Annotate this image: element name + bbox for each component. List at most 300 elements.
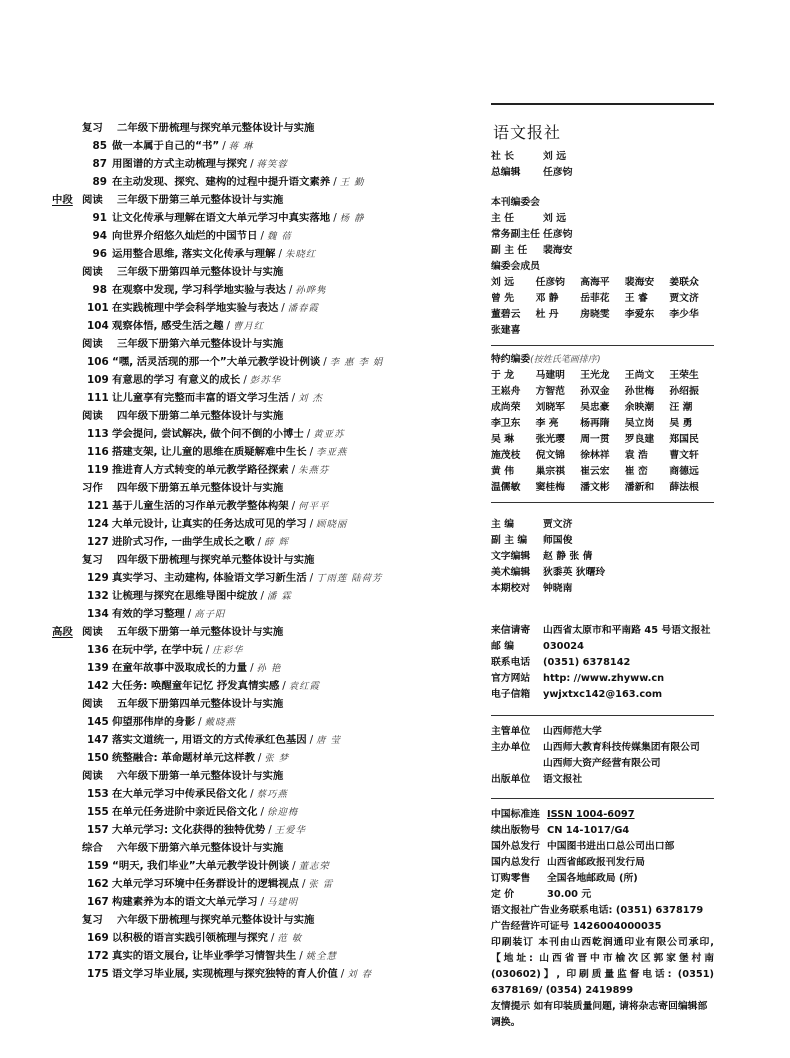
toc-item: [52, 893, 472, 911]
person-name: 邓 静: [535, 293, 559, 304]
page-number: 139: [87, 662, 109, 674]
section-label: 中段: [52, 194, 73, 206]
page-number: 111: [87, 392, 109, 404]
toc-item: [52, 857, 472, 875]
kv-value: 任彦钧: [543, 167, 573, 178]
unit-title: 三年级下册第六单元整体设计与实施: [117, 338, 284, 350]
separator: /: [260, 590, 264, 602]
page-number: 101: [87, 302, 109, 314]
person-name: 杨再隋: [580, 418, 610, 429]
article-author: 刘 杰: [298, 393, 323, 404]
kv-value: 钟晓南: [543, 583, 573, 594]
person-name: 曾 先: [491, 293, 515, 304]
toc-item: [52, 299, 472, 317]
kv-row: [491, 549, 714, 565]
page-number: 87: [92, 158, 107, 170]
article-title: 大单元学习环境中任务群设计的逻辑视点: [112, 878, 300, 890]
special-editors-grid: [491, 368, 714, 496]
page-number: 136: [87, 644, 109, 656]
page-number: 121: [87, 500, 109, 512]
article-title: “嘿, 活灵活现的那一个”大单元教学设计例谈: [112, 356, 321, 368]
kv-key: 电子信箱: [491, 689, 531, 700]
article-title: 在主动发现、探究、建构的过程中提升语文素养: [112, 176, 331, 188]
article-author: 董志荣: [298, 861, 330, 872]
article-title: 进阶式习作, 一曲学生成长之歌: [112, 536, 255, 548]
page-number: 113: [87, 428, 109, 440]
kv-key: 副 主 任: [491, 245, 528, 256]
kv-row: [491, 639, 714, 655]
page-number: 142: [87, 680, 109, 692]
person-name: 杜 丹: [535, 309, 559, 320]
toc-item: [52, 677, 472, 695]
separator: /: [291, 500, 296, 512]
article-author: 袁红霞: [288, 681, 320, 692]
unit-title: 三年级下册第四单元整体设计与实施: [117, 266, 284, 278]
person-name: 温儒敏: [491, 482, 521, 493]
person-name: 潘新和: [624, 482, 655, 493]
page-number: 85: [92, 140, 107, 152]
article-title: 有效的学习整理: [112, 608, 185, 620]
kv-row: [491, 740, 714, 756]
article-author: 何平平: [298, 501, 330, 512]
separator: /: [340, 968, 345, 980]
person-name: 施茂枝: [491, 450, 521, 461]
person-name: 汪 潮: [669, 402, 693, 413]
person-name: 王尚文: [624, 370, 655, 381]
article-title: 大单元设计, 让真实的任务达成可见的学习: [112, 518, 307, 530]
person-name: 刘晓军: [535, 402, 565, 413]
masthead: [491, 103, 714, 1037]
kv-value: 山西师范大学: [543, 726, 602, 737]
article-author: 庄彩华: [212, 645, 244, 656]
article-author: 唐 莹: [316, 735, 341, 746]
separator: /: [291, 392, 296, 404]
separator: /: [226, 320, 230, 332]
page-number: 116: [87, 446, 109, 458]
contacts-block: [491, 617, 714, 715]
person-name: 姜联众: [669, 277, 699, 288]
kv-key: 联系电话: [491, 657, 531, 668]
article-title: “明天, 我们毕业”大单元教学设计例谈: [112, 860, 290, 872]
kv-key: 邮 编: [491, 641, 515, 652]
toc-item: [52, 821, 472, 839]
publishers-block: [491, 716, 714, 798]
kv-row: [491, 772, 714, 788]
article-title: 推进育人方式转变的单元教学路径探索: [112, 464, 289, 476]
person-name: 成尚荣: [491, 402, 521, 413]
toc-item: [52, 803, 472, 821]
toc-unit: [52, 839, 472, 857]
page-number: 150: [87, 752, 109, 764]
separator: /: [250, 788, 254, 800]
person-name: 张建喜: [491, 325, 521, 336]
page-number: 104: [87, 320, 109, 332]
kv-row: [491, 671, 714, 687]
page-number: 169: [87, 932, 109, 944]
kv-value: ywjxtxc142@163.com: [543, 689, 663, 700]
category-label: 复习: [82, 554, 103, 566]
unit-title: 六年级下册梳理与探究单元整体设计与实施: [117, 914, 315, 926]
article-author: 徐迎梅: [266, 807, 299, 818]
kv-value: 山西师大教育科技传媒集团有限公司: [543, 742, 700, 753]
separator: /: [282, 680, 286, 692]
toc-item: [52, 713, 472, 731]
person-name: 孙绍振: [669, 386, 699, 397]
article-title: 在实践梳理中学会科学地实验与表达: [112, 302, 279, 314]
kv-row: [491, 211, 714, 227]
person-name: 倪文锦: [535, 450, 565, 461]
kv-row: [491, 565, 714, 581]
kv-row: [491, 533, 714, 549]
unit-title: 三年级下册第三单元整体设计与实施: [117, 194, 284, 206]
separator: /: [278, 248, 282, 260]
kv-key: 国内总发行: [491, 857, 540, 868]
kv-value: 语文报社: [543, 774, 583, 785]
separator: /: [268, 824, 272, 836]
page-number: 167: [87, 896, 109, 908]
unit-title: 六年级下册第一单元整体设计与实施: [117, 770, 284, 782]
category-label: 阅读: [82, 626, 103, 638]
person-name: 李卫东: [491, 418, 521, 429]
kv-key: 总编辑: [491, 167, 521, 178]
kv-key: 主 任: [491, 213, 515, 224]
separator: /: [281, 302, 285, 314]
kv-key: 常务副主任: [491, 229, 540, 240]
article-author: 魏 蓓: [266, 231, 292, 242]
person-name: 贾文济: [669, 293, 699, 304]
article-title: 构建素养为本的语文大单元学习: [112, 896, 258, 908]
separator: /: [323, 356, 327, 368]
separator: /: [257, 752, 262, 764]
kv-row: [491, 871, 714, 887]
toc-item: [52, 569, 472, 587]
article-author: 顾晓丽: [316, 519, 348, 530]
person-name: 薛法根: [669, 482, 699, 493]
separator: /: [333, 176, 337, 188]
kv-key: 主管单位: [491, 726, 531, 737]
article-title: 基于儿童生活的习作单元教学整体构架: [112, 500, 289, 512]
person-name: 曹文轩: [669, 450, 699, 461]
article-title: 让梳理与探究在思维导图中绽放: [112, 590, 258, 602]
article-title: 真实学习、主动建构, 体验语文学习新生活: [112, 572, 307, 584]
kv-value: 030024: [543, 641, 584, 652]
page-number: 157: [87, 824, 109, 836]
article-title: 落实文道统一, 用语文的方式传承红色基因: [112, 734, 307, 746]
article-title: 做一本属于自己的“书”: [112, 140, 220, 152]
kv-row: [491, 581, 714, 597]
toc-item: [52, 659, 472, 677]
separator: /: [309, 446, 314, 458]
toc-item: [52, 785, 472, 803]
toc-unit: [52, 263, 472, 281]
article-title: 在童年故事中汲取成长的力量: [112, 662, 248, 674]
article-title: 语文学习毕业展, 实现梳理与探究独特的育人价值: [112, 968, 338, 980]
person-name: 房晓雯: [580, 309, 610, 320]
article-title: 让儿童享有完整而丰富的语文学习生活: [112, 392, 289, 404]
page-number: 162: [87, 878, 109, 890]
publication-info: [491, 807, 714, 903]
kv-row: [491, 855, 714, 871]
table-of-contents: [52, 119, 472, 983]
category-label: 阅读: [82, 266, 103, 278]
toc-item: [52, 731, 472, 749]
article-title: 仰望那伟岸的身影: [112, 716, 196, 728]
kv-row: [491, 655, 714, 671]
unit-title: 五年级下册第一单元整体设计与实施: [117, 626, 284, 638]
person-name: 张光璎: [535, 434, 565, 445]
kv-row: [491, 243, 714, 259]
page-number: 94: [92, 230, 107, 242]
toc-item: [52, 317, 472, 335]
person-name: 李 亮: [535, 418, 559, 429]
page-number: 89: [92, 176, 107, 188]
toc-item: [52, 227, 472, 245]
page-number: 129: [87, 572, 109, 584]
kv-key: 订购零售: [491, 873, 531, 884]
toc-item: [52, 929, 472, 947]
toc-item: [52, 497, 472, 515]
article-title: 学会提问, 尝试解决, 做个问不倒的小博士: [112, 428, 304, 440]
kv-value: 赵 静 张 倩: [543, 551, 593, 562]
kv-value: 狄黍英 狄曙玲: [543, 567, 606, 578]
person-name: 吴 琳: [491, 434, 515, 445]
kv-key: 续出版物号: [491, 825, 540, 836]
page-number: 106: [87, 356, 109, 368]
separator: /: [292, 860, 296, 872]
toc-item: [52, 443, 472, 461]
ad-phone: 语文报社广告业务联系电话: (0351) 6378179: [491, 905, 704, 916]
article-author: 刘 春: [347, 969, 373, 980]
separator: /: [309, 572, 314, 584]
unit-title: 二年级下册梳理与探究单元整体设计与实施: [117, 122, 315, 134]
person-name: 董碧云: [491, 309, 521, 320]
kv-key: 国外总发行: [491, 841, 540, 852]
article-title: 用图谱的方式主动梳理与探究: [112, 158, 248, 170]
kv-key: 副 主 编: [491, 535, 528, 546]
person-name: 潘文彬: [580, 482, 610, 493]
separator: /: [288, 284, 293, 296]
leaders-block: [491, 149, 714, 181]
person-name: 任彦钧: [535, 277, 565, 288]
category-label: 阅读: [82, 194, 103, 206]
kv-key: 文字编辑: [491, 551, 531, 562]
toc-item: [52, 173, 472, 191]
separator: /: [309, 518, 314, 530]
article-title: 观察体悟, 感受生活之趣: [112, 320, 224, 332]
article-title: 运用整合思维, 落实文化传承与理解: [112, 248, 276, 260]
article-author: 张 梦: [264, 753, 290, 764]
members-heading: 编委会成员: [491, 261, 540, 272]
kv-value: 贾文济: [543, 519, 573, 530]
separator: /: [198, 716, 202, 728]
person-name: 崔云宏: [580, 466, 610, 477]
kv-key: 主办单位: [491, 742, 531, 753]
masthead-title: 语文报社: [493, 123, 562, 142]
article-author: 姚全慧: [305, 951, 337, 962]
person-name: 孙世梅: [624, 386, 655, 397]
kv-value: ISSN 1004-6097: [547, 809, 635, 820]
ad-license: 广告经营许可证号 1426004000035: [491, 921, 662, 932]
person-name: 李爱东: [624, 309, 655, 320]
category-label: 综合: [82, 842, 103, 854]
separator: /: [302, 878, 306, 890]
kv-key: 定 价: [491, 889, 515, 900]
person-name: 崔 峦: [624, 466, 648, 477]
kv-row: [491, 807, 714, 823]
article-author: 张 雷: [308, 879, 334, 890]
page-number: 134: [87, 608, 109, 620]
article-title: 大单元学习: 文化获得的独特优势: [112, 824, 266, 836]
article-title: 让文化传承与理解在语文大单元学习中真实落地: [112, 212, 331, 224]
person-name: 王崧舟: [491, 386, 521, 397]
article-title: 统整融合: 革命题材单元这样教: [112, 752, 255, 764]
category-label: 习作: [82, 482, 103, 494]
article-title: 在大单元学习中传承民俗文化: [112, 788, 248, 800]
separator: /: [299, 950, 303, 962]
person-name: 刘 远: [491, 277, 515, 288]
special-note: (按姓氏笔画排序): [530, 355, 601, 365]
article-title: 有意思的学习 有意义的成长: [112, 374, 241, 386]
kv-row: [491, 517, 714, 533]
kv-key: 社 长: [491, 151, 515, 162]
toc-item: [52, 641, 472, 659]
category-label: 阅读: [82, 410, 103, 422]
page-number: 124: [87, 518, 109, 530]
kv-row: [491, 887, 714, 903]
toc-item: [52, 533, 472, 551]
article-author: 蔡巧燕: [256, 789, 288, 800]
toc-item: [52, 389, 472, 407]
article-author: 杨 静: [339, 213, 365, 224]
category-label: 复习: [82, 914, 103, 926]
article-author: 戴晓燕: [204, 717, 236, 728]
separator: /: [306, 428, 311, 440]
toc-item: [52, 587, 472, 605]
kv-row: [491, 724, 714, 740]
article-author: 王 勤: [339, 177, 365, 188]
kv-row: [491, 823, 714, 839]
article-author: 朱燕芬: [298, 465, 330, 476]
article-author: 高子阳: [194, 609, 226, 620]
committee-heading: 本刊编委会: [491, 197, 540, 208]
toc-unit: [52, 119, 472, 137]
printing-info: 印刷装订 本刊由山西乾润通印业有限公司承印, 【地址: 山西省晋中市榆次区郭家堡村南 (030602)】, 印刷质量监督电话: (0351) 6378169/ (0354) 2419899: [491, 937, 714, 996]
person-name: 高海平: [580, 277, 610, 288]
unit-title: 五年级下册第四单元整体设计与实施: [117, 698, 284, 710]
person-name: 巢宗祺: [535, 466, 565, 477]
separator: /: [270, 932, 275, 944]
article-author: 潘春霞: [287, 303, 319, 314]
kv-value: CN 14-1017/G4: [547, 825, 630, 836]
kv-key: 美术编辑: [491, 567, 531, 578]
page-number: 155: [87, 806, 109, 818]
page-number: 119: [87, 464, 109, 476]
toc-unit: [52, 335, 472, 353]
separator: /: [205, 644, 210, 656]
members-grid: [491, 275, 714, 339]
person-name: 马建明: [535, 370, 565, 381]
article-title: 在玩中学, 在学中玩: [112, 644, 203, 656]
separator: /: [260, 230, 264, 242]
separator: /: [222, 140, 226, 152]
article-title: 搭建支架, 让儿童的思维在质疑解难中生长: [112, 446, 307, 458]
toc-item: [52, 425, 472, 443]
page-number: 127: [87, 536, 109, 548]
person-name: 王光龙: [580, 370, 610, 381]
page-number: 159: [87, 860, 109, 872]
kv-value: http: //www.zhyww.cn: [543, 673, 665, 684]
article-author: 黄亚苏: [313, 429, 345, 440]
kv-value: 任彦钧: [543, 229, 573, 240]
unit-title: 四年级下册第五单元整体设计与实施: [117, 482, 284, 494]
page-number: 145: [87, 716, 109, 728]
person-name: 于 龙: [491, 370, 515, 381]
top-rule: [491, 103, 714, 105]
article-title: 在观察中发现, 学习科学地实验与表达: [112, 284, 286, 296]
article-author: 蒋 琳: [228, 141, 254, 152]
toc-section: [52, 191, 472, 209]
page-number: 109: [87, 374, 109, 386]
kv-key: 主 编: [491, 519, 515, 530]
toc-unit: [52, 695, 472, 713]
person-name: 裴海安: [624, 277, 655, 288]
person-name: 岳菲花: [580, 293, 610, 304]
notice: 友情提示 如有印装质量问题, 请将杂志寄回编辑部调换。: [491, 1001, 708, 1028]
toc-item: [52, 749, 472, 767]
separator: /: [291, 464, 296, 476]
person-name: 罗良建: [624, 434, 655, 445]
article-author: 朱晓红: [284, 249, 317, 260]
article-title: 大任务: 唤醒童年记忆 抒发真情实感: [112, 680, 280, 692]
article-title: 向世界介绍悠久灿烂的中国节日: [112, 230, 258, 242]
kv-row: [491, 165, 714, 181]
page-number: 96: [92, 248, 107, 260]
person-name: 王荣生: [669, 370, 699, 381]
article-title: 在单元任务进阶中亲近民俗文化: [112, 806, 258, 818]
toc-item: [52, 605, 472, 623]
separator: /: [260, 806, 264, 818]
person-name: 吴 勇: [669, 418, 693, 429]
kv-value: 山西省邮政报刊发行局: [547, 857, 645, 868]
page-number: 132: [87, 590, 109, 602]
separator: /: [333, 212, 337, 224]
page-number: 153: [87, 788, 109, 800]
person-name: 余映潮: [624, 402, 655, 413]
kv-row: [491, 756, 714, 772]
person-name: 周一贯: [580, 434, 610, 445]
separator: /: [243, 374, 247, 386]
kv-row: [491, 839, 714, 855]
person-name: 窦桂梅: [535, 482, 565, 493]
article-author: 薛 辉: [264, 537, 289, 548]
article-title: 真实的语文展台, 让毕业季学习情智共生: [112, 950, 297, 962]
toc-unit: [52, 407, 472, 425]
kv-value: 全国各地邮政局 (所): [547, 873, 638, 884]
kv-row: [491, 149, 714, 165]
separator: /: [257, 536, 262, 548]
separator: /: [309, 734, 314, 746]
kv-row: [491, 687, 714, 703]
person-name: 吴忠豪: [580, 402, 610, 413]
separator: /: [250, 662, 254, 674]
toc-item: [52, 281, 472, 299]
person-name: 徐林祥: [580, 450, 610, 461]
article-author: 范 敏: [277, 933, 303, 944]
article-author: 蒋笑蓉: [256, 159, 288, 170]
article-author: 马建明: [266, 897, 299, 908]
article-author: 彭苏华: [249, 375, 281, 386]
kv-key: 官方网站: [491, 673, 531, 684]
